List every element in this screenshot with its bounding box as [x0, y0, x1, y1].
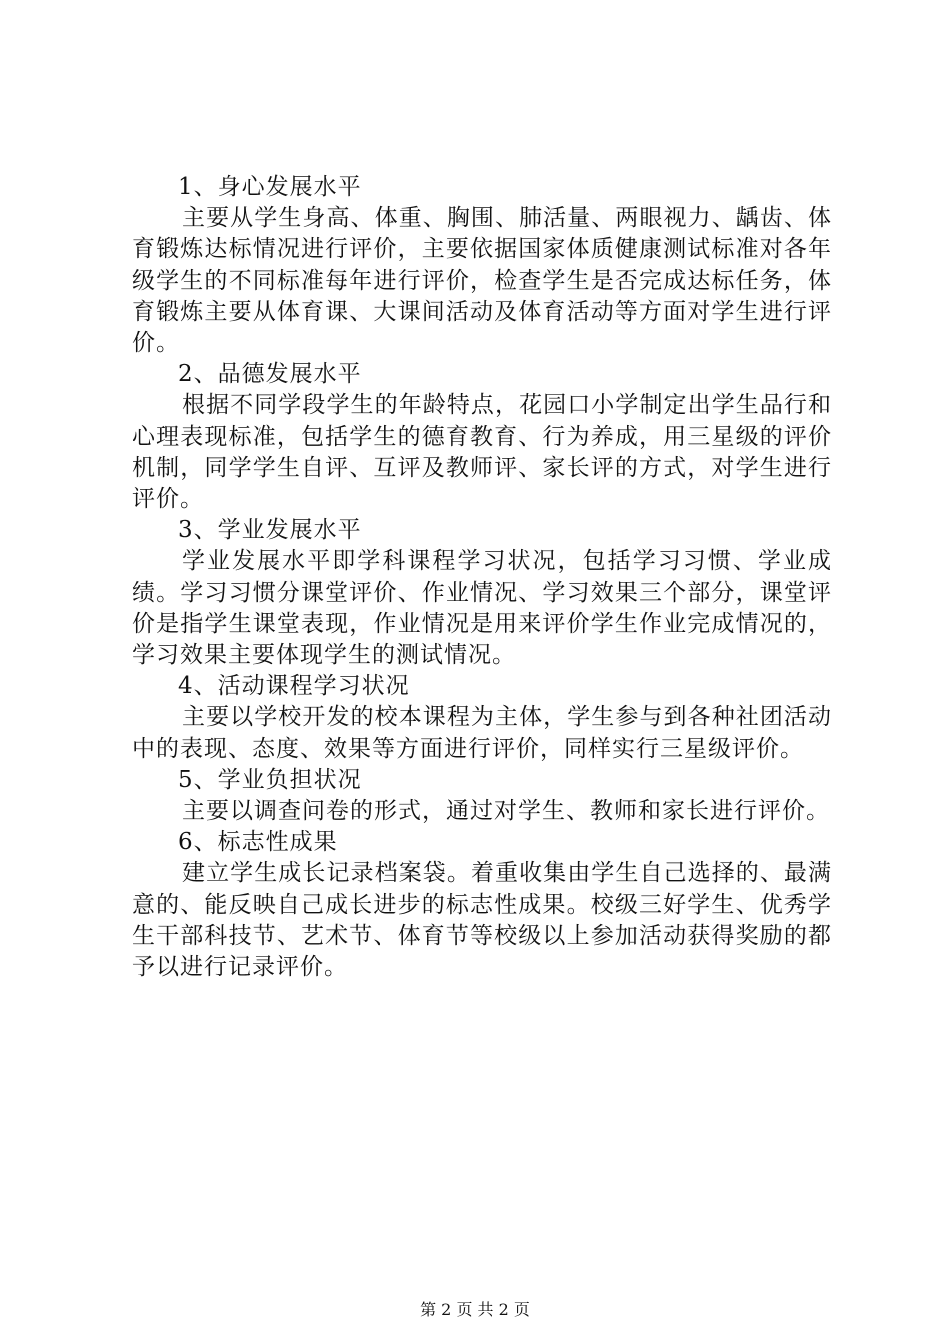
- section-paragraph-3: 学业发展水平即学科课程学习状况，包括学习习惯、学业成绩。学习习惯分课堂评价、作业情况、学习效果三个部分，课堂评价是指学生课堂表现，作业情况是用来评价学生作业完成情况的，学习效果主要体现学生的测试情况。: [132, 548, 832, 669]
- section-heading-1: 1、身心发展水平: [178, 174, 362, 200]
- document-body: [132, 172, 832, 983]
- section-paragraph-1: 主要从学生身高、体重、胸围、肺活量、两眼视力、龋齿、体育锻炼达标情况进行评价，主要依据国家体质健康测试标准对各年级学生的不同标准每年进行评价，检查学生是否完成达标任务，体育锻炼主要从体育课、大课间活动及体育活动等方面对学生进行评价。: [132, 205, 832, 357]
- section-heading-3: 3、学业发展水平: [178, 517, 362, 544]
- page-footer: 第 2 页 共 2 页: [420, 1300, 530, 1319]
- section-heading-2: 2、品德发展水平: [178, 361, 362, 388]
- section-heading-5: 5、学业负担状况: [178, 766, 362, 793]
- section-paragraph-2: 根据不同学段学生的年龄特点，花园口小学制定出学生品行和心理表现标准，包括学生的德育教育、行为养成，用三星级的评价机制，同学学生自评、互评及教师评、家长评的方式，对学生进行评价。: [132, 392, 832, 513]
- section-heading-6: 6、标志性成果: [178, 829, 338, 856]
- section-paragraph-5: 主要以调查问卷的形式，通过对学生、教师和家长进行评价。: [182, 798, 830, 825]
- section-paragraph-6: 建立学生成长记录档案袋。着重收集由学生自己选择的、最满意的、能反映自己成长进步的标志性成果。校级三好学生、优秀学生干部科技节、艺术节、体育节等校级以上参加活动获得奖励的都予以进行记录评价。: [132, 860, 832, 981]
- section-heading-4: 4、活动课程学习状况: [178, 673, 410, 700]
- section-paragraph-4: 主要以学校开发的校本课程为主体，学生参与到各种社团活动中的表现、态度、效果等方面进行评价，同样实行三星级评价。: [132, 704, 832, 762]
